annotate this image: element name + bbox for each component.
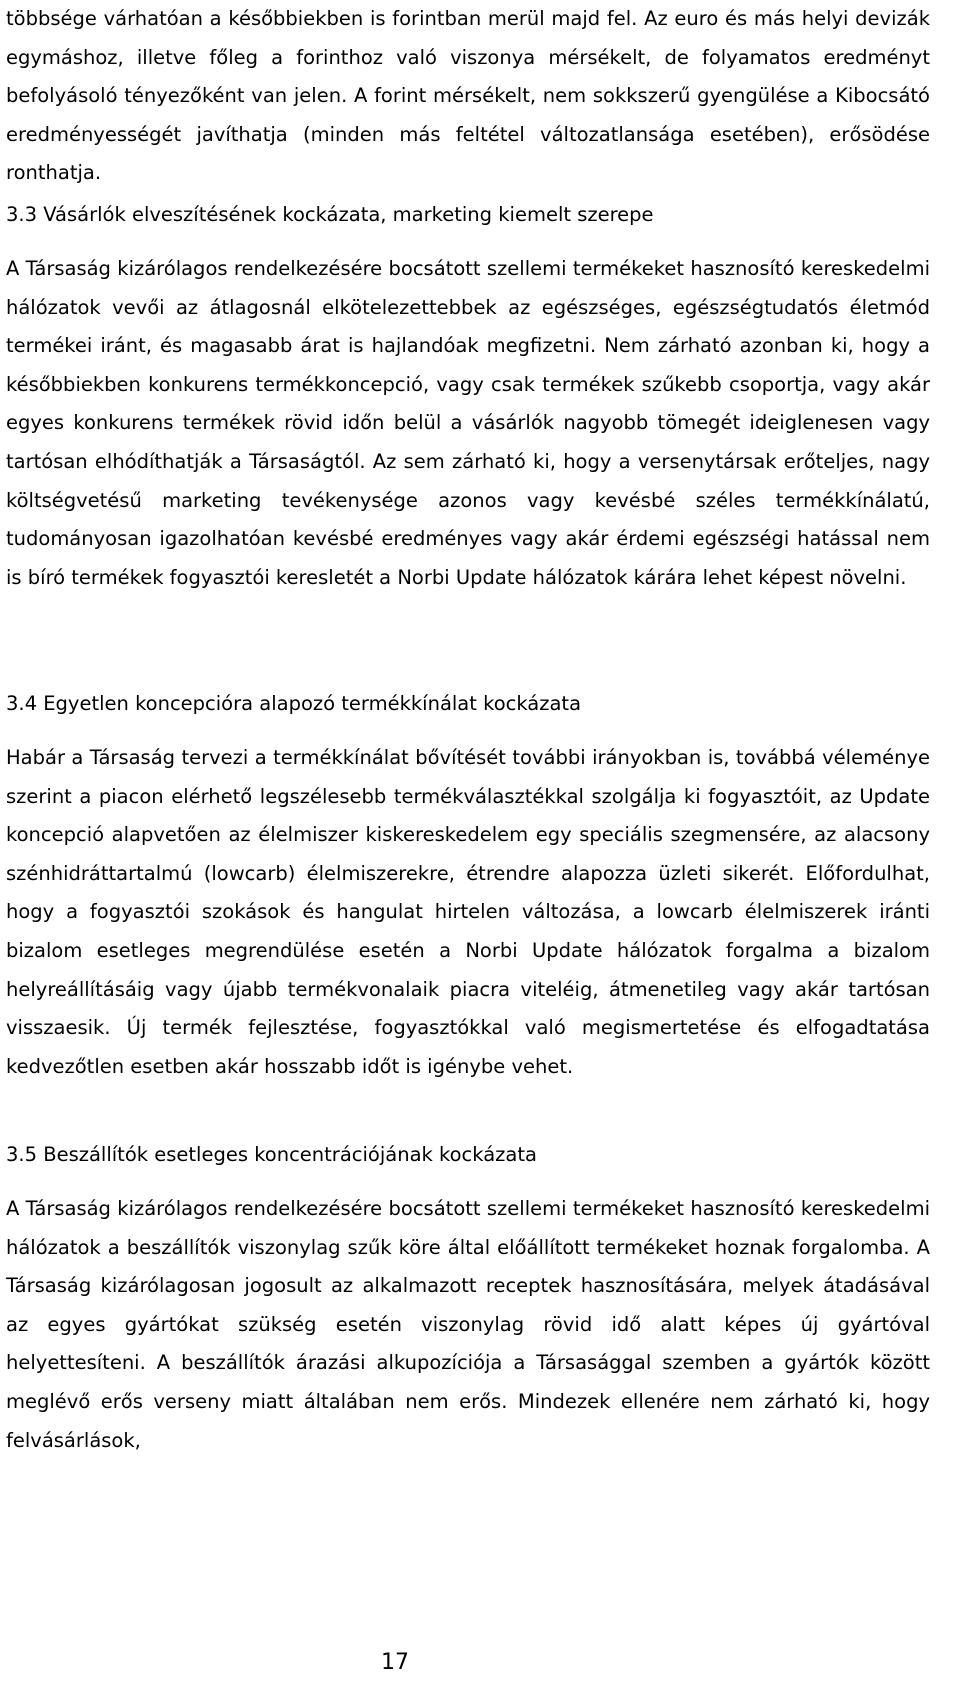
intro-paragraph: többsége várhatóan a későbbiekben is forintban merül majd fel. Az euro és más helyi devizák egymáshoz, illetve főleg a forinthoz való viszonya mérsékelt, de folyamatos eredményt befolyásoló tényezőként van jelen. A forint mérsékelt, nem sokkszerű gyengülése a Kibocsátó eredményességét javíthatja (minden más feltétel változatlansága esetében), erősödése ronthatja. bbox=[6, 7, 930, 185]
page-number: 17 bbox=[381, 1650, 409, 1675]
section-body-3-4: Habár a Társaság tervezi a termékkínálat bővítését további irányokban is, továbbá véleménye szerint a piacon elérhető legszélesebb termékválasztékkal szolgálja ki fogyasztóit, az Update koncepció alapvetően az élelmiszer kiskereskedelem egy speciális szegmensére, az alacsony szénhidráttartalmú (lowcarb) élelmiszerekre, étrendre alapozza üzleti sikerét. Előfordulhat, hogy a fogyasztói szokások és hangulat hirtelen változása, a lowcarb élelmiszerek iránti bizalom esetleges megrendülése esetén a Norbi Update hálózatok forgalma a bizalom helyreállításáig vagy újabb termékvonalaik piacra viteléig, átmenetileg vagy akár tartósan visszaesik. Új termék fejlesztése, fogyasztókkal való megismertetése és elfogadtatása kedvezőtlen esetben akár hosszabb időt is igénybe vehet. bbox=[6, 746, 930, 1078]
section-body-3-5: A Társaság kizárólagos rendelkezésére bocsátott szellemi termékeket hasznosító kereskedelmi hálózatok a beszállítók viszonylag szűk köre által előállított termékeket hoznak forgalomba. A Társaság kizárólagosan jogosult az alkalmazott receptek hasznosítására, melyek átadásával az egyes gyártókat szükség esetén viszonylag rövid idő alatt képes új gyártóval helyettesíteni. A beszállítók árazási alkupozíciója a Társasággal szemben a gyártók között meglévő erős verseny miatt általában nem erős. Mindezek ellenére nem zárható ki, hogy felvásárlások, bbox=[6, 1197, 930, 1452]
section-heading-3-3: 3.3 Vásárlók elveszítésének kockázata, marketing kiemelt szerepe bbox=[6, 203, 654, 226]
section-heading-3-5: 3.5 Beszállítók esetleges koncentrációjának kockázata bbox=[6, 1143, 537, 1166]
section-body-3-3: A Társaság kizárólagos rendelkezésére bocsátott szellemi termékeket hasznosító kereskedelmi hálózatok vevői az átlagosnál elkötelezettebbek az egészséges, egészségtudatós életmód termékei iránt, és magasabb árat is hajlandóak megfizetni. Nem zárható azonban ki, hogy a későbbiekben konkurens termékkoncepció, vagy csak termékek szűkebb csoportja, vagy akár egyes konkurens termékek rövid időn belül a vásárlók nagyobb tömegét ideiglenesen vagy tartósan elhódíthatják a Társaságtól. Az sem zárható ki, hogy a versenytársak erőteljes, nagy költségvetésű marketing tevékenysége azonos vagy kevésbé széles termékkínálatú, tudományosan igazolhatóan kevésbé eredményes vagy akár érdemi egészségi hatással nem is bíró termékek fogyasztói keresletét a Norbi Update hálózatok kárára lehet képest növelni. bbox=[6, 257, 930, 589]
section-heading-3-4: 3.4 Egyetlen koncepcióra alapozó termékkínálat kockázata bbox=[6, 692, 582, 715]
